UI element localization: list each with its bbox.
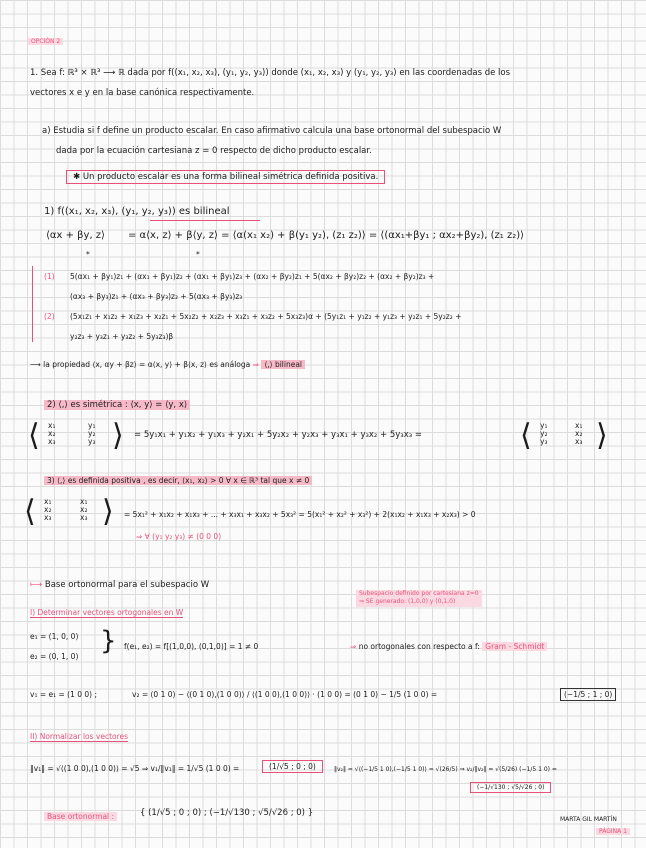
step3-title-hl: 3) ⟨,⟩ es definida positiva , es decir, ⟨x₁, x₂⟩ > 0 ∀ x ∈ ℝ³ tal que x ≠ 0 — [44, 476, 312, 485]
basis-title-text: Base ortonormal para el subespacio W — [44, 580, 210, 590]
part-a-line-1: a) Estudia si f define un producto escalar. En caso afirmativo calcula una base ortonormal del subespacio W — [42, 126, 502, 136]
step1-underline — [150, 220, 260, 221]
x-vector: x₁ x₂ x₃ — [48, 421, 56, 446]
right-brace-icon: } — [100, 626, 117, 656]
y-vector: y₁ y₂ y₃ — [88, 421, 96, 446]
subspace-note-2: ⇒ SE generado: (1,0,0) y (0,1,0) — [359, 598, 456, 606]
step2-title — [44, 400, 190, 410]
step3-equation: = 5x₁² + x₁x₂ + x₁x₃ + ... + x₃x₁ + x₃x₂ + 5x₃² = 5(x₁² + x₂² + x₃²) + 2(x₁x₂ + x₁x₃ + x₂x₃) > 0 — [124, 510, 476, 519]
f-result — [350, 642, 547, 651]
step3-condition: ⇒ ∀ (y₁ y₂ y₃) ≠ (0 0 0) — [136, 532, 222, 541]
subtitle-orthogonal: I) Determinar vectores ortogonales en W — [30, 608, 184, 617]
step2-title-hl: 2) ⟨,⟩ es simétrica : ⟨x, y⟩ = ⟨y, x⟩ — [44, 400, 190, 410]
v1-norm: ‖v₁‖ = √⟨(1 0 0),(1 0 0)⟩ = √5 ⇒ v₁/‖v₁‖ = 1/√5 (1 0 0) = — [30, 764, 240, 773]
long-arrow-icon: ⟼ — [30, 580, 43, 590]
gram-schmidt-label: Gram - Schmidt — [482, 642, 547, 651]
page-number: PÁGINA 1 — [596, 828, 630, 835]
rangle-right-icon: ⟩ — [596, 418, 608, 453]
langle-left-icon: ⟨ — [28, 418, 40, 453]
e1-vector: e₁ = (1, 0, 0) — [30, 632, 79, 641]
u2-result: (−1/√130 ; √5/√26 ; 0) — [470, 782, 551, 793]
implies-icon: ⇒ — [350, 642, 357, 651]
step2-equation: = 5y₁x₁ + y₁x₂ + y₁x₃ + y₂x₁ + 5y₂x₂ + y₂x₃ + y₃x₁ + y₃x₂ + 5y₃x₃ = — [134, 430, 422, 440]
f-result-text: no ortogonales con respecto a f: — [358, 642, 480, 651]
bilinear-highlight: ⟨,⟩ bilineal — [261, 360, 305, 369]
author-name: MARTA GIL MARTÍN — [560, 816, 617, 823]
step1-equation: = α⟨x, z⟩ + β⟨y, z⟩ = ⟨α(x₁ x₂) + β(y₁ y₂), (z₁ z₂)⟩ = ⟨(αx₁+βy₁ ; αx₂+βy₂), (z₁ z₂)⟩ — [128, 230, 525, 241]
v2-result: (−1/5 ; 1 ; 0) — [560, 688, 616, 701]
f-evaluation: f(e₁, e₂) = f[(1,0,0), (0,1,0)] = 1 ≠ 0 — [124, 642, 259, 651]
subspace-note — [356, 590, 482, 607]
option-tag: OPCIÓN 2 — [28, 38, 63, 45]
step1-conclusion-text: ⟶ la propiedad ⟨x, αy + βz⟩ = α⟨x, y⟩ + β⟨x, z⟩ es análoga — [30, 360, 251, 369]
definition-box: ✱ Un producto escalar es una forma bilineal simétrica definida positiva. — [66, 170, 385, 184]
label-1: (1) — [44, 272, 55, 281]
problem-line-2: vectores x e y en la base canónica respectivamente. — [30, 88, 255, 98]
v2-norm: ‖v₂‖ = √⟨(−1/5 1 0),(−1/5 1 0)⟩ = √(26/5) ⇒ v₂/‖v₂‖ = √(5/26) (−1/5 1 0) = — [334, 766, 557, 773]
step1-title: 1) f((x₁, x₂, x₃), (y₁, y₂, y₃)) es bilineal — [44, 206, 230, 217]
brace-bar — [32, 266, 33, 342]
final-basis: { (1/√5 ; 0 ; 0) ; (−1/√130 ; √5/√26 ; 0) } — [140, 808, 314, 818]
part-a-line-2: dada por la ecuación cartesiana z = 0 respecto de dicho producto escalar. — [56, 146, 372, 156]
v2-definition: v₂ = (0 1 0) − ⟨(0 1 0),(1 0 0)⟩ / ⟨(1 0 0),(1 0 0)⟩ · (1 0 0) = (0 1 0) − 1/5 (1 0 0) = — [132, 690, 438, 699]
e2-vector: e₂ = (0, 1, 0) — [30, 652, 79, 661]
x-vector-4: x₁ x₂ x₃ — [80, 497, 88, 522]
expansion-1b: (αx₃ + βy₃)z₁ + (αx₃ + βy₃)z₂ + 5(αx₃ + βy₃)z₃ — [70, 292, 243, 301]
u1-result: (1/√5 ; 0 ; 0) — [262, 760, 323, 773]
expansion-2a: (5x₁z₁ + x₁z₂ + x₁z₃ + x₂z₁ + 5x₂z₂ + x₂z₃ + x₃z₁ + x₃z₂ + 5x₃z₃)α + (5y₁z₁ + y₁z₂ + y₁z₃ + y₂z₁ + 5y₂z₂ + — [70, 312, 462, 321]
y-vector-2: y₁ y₂ y₃ — [540, 421, 548, 446]
step3-title — [44, 476, 312, 485]
implies-arrow-icon: ⇒ — [252, 360, 259, 369]
langle-right-icon: ⟨ — [520, 418, 532, 453]
star-marker: * — [86, 250, 90, 259]
v1-definition: v₁ = e₁ = (1 0 0) ; — [30, 690, 98, 699]
subtitle-normalize: II) Normalizar los vectores — [30, 732, 129, 741]
rangle-left-icon: ⟩ — [112, 418, 124, 453]
step1-conclusion — [30, 360, 305, 369]
problem-line-1: 1. Sea f: ℝ³ × ℝ³ ⟶ ℝ dada por f((x₁, x₂, x₃), (y₁, y₂, y₃)) donde (x₁, x₂, x₃) y (y₁, y₂, y₃) en las coordenadas de los — [30, 68, 511, 78]
basis-title — [30, 580, 209, 590]
star-marker-2: * — [196, 250, 200, 259]
x-vector-2: x₁ x₂ x₃ — [575, 421, 583, 446]
x-vector-3: x₁ x₂ x₃ — [44, 497, 52, 522]
final-basis-label: Base ortonormal : — [44, 812, 117, 821]
subspace-note-1: Subespacio definido por cartesiana z=0 — [359, 590, 479, 597]
step1-lhs: ⟨αx + βy, z⟩ — [46, 230, 105, 241]
expansion-2b: y₂z₃ + y₃z₁ + y₃z₂ + 5y₃z₃)β — [70, 332, 174, 341]
langle-icon: ⟨ — [24, 494, 36, 529]
label-2: (2) — [44, 312, 55, 321]
rangle-icon: ⟩ — [102, 494, 114, 529]
expansion-1a: 5(αx₁ + βy₁)z₁ + (αx₁ + βy₁)z₂ + (αx₁ + βy₁)z₃ + (αx₂ + βy₂)z₁ + 5(αx₂ + βy₂)z₂ + (αx₂ + βy₂)z₃ + — [70, 272, 435, 281]
